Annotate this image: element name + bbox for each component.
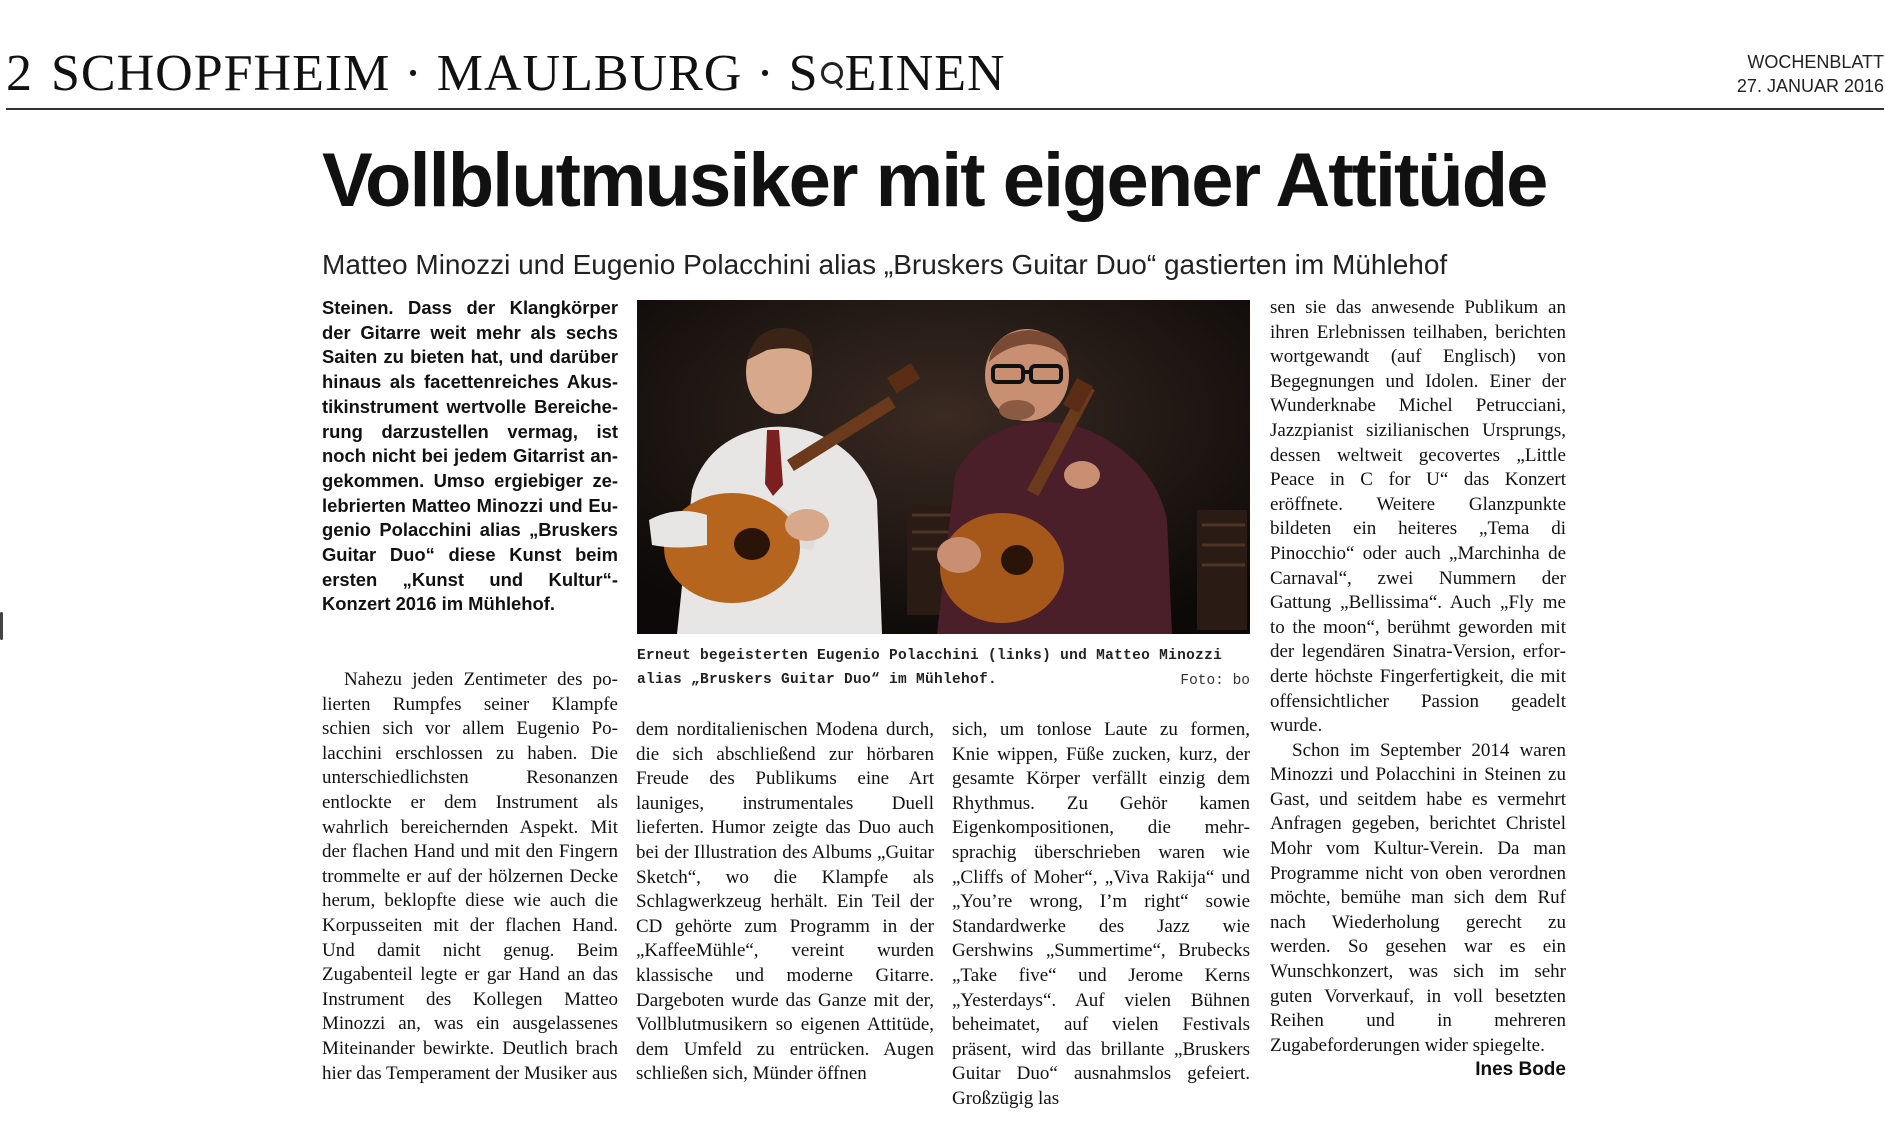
article-headline: Vollblutmusiker mit eigener Attitüde [322,138,1547,223]
section-title-part1: SCHOPFHEIM · MAULBURG · S [51,45,819,102]
page-header [6,44,1884,114]
column-4-paragraph-2-text: Schon im September 2014 waren Minozzi und Polacchini in Steinen zu Gast, und seitdem habe es vermehrt Anfragen gegeben, berichtet Christel Mohr vom Kultur-Verein. Da man Programme nicht von oben verordnen möchte, bemühe man sich dem Ruf nach Wiederholung gerecht zu werden. So gesehen war es ein Wunschkonzert, was sich im sehr guten Vorverkauf, in voll besetzten Reihen und in mehreren Zugabeforderungen wider spiegelte. [1270,739,1566,1056]
section-title-part2: EINEN [844,45,1006,102]
author-name: Ines Bode [1475,1059,1566,1081]
magnifier-cursor-icon[interactable] [819,54,845,94]
article-lead [322,296,618,617]
page-number: 2 [6,45,33,102]
paper-name: WOCHENBLATT [1747,52,1884,72]
section-title [6,44,1006,103]
column-2-text: dem norditalienischen Modena durch, die sich abschließend zur hörbaren Freude des Publikums eine Art launiges, instrumentales Duell lieferten. Humor zeigte das Duo auch bei der Illustration des Albums „Guitar Sketch“, wo die Klampfe als Schlagwerkzeug herhält. Ein Teil der CD gehörte zum Programm in der „KaffeeMühle“, vereint wurden klassische und moderne Gitarre. Dargeboten wurde das Ganze mit der, Vollblutmusikern so eigenen Attitüde, dem Umfeld zu entrücken. Augen schließen sich, Münder öffnen [636,719,934,1085]
column-3-text: sich, um tonlose Laute zu formen, Knie wippen, Füße zucken, kurz, der gesamte Körper verfällt einzig dem Rhythmus. Zu Gehör kamen Eigenkompositionen, die mehrsprachig überschrieben waren wie „Cliffs of Moher“, „Viva Rakija“ und „You’re wrong, I’m right“ sowie Standardwerke des Jazz wie Gershwins „Summertime“, Brubecks „Take five“ und Jerome Kerns „Yesterdays“. Auf vielen Bühnen beheimatet, auf vielen Festivals präsent, wird das brillante „Bruskers Guitar Duo“ ausnahmslos gefeiert. Großzügig las [952,719,1250,1109]
header-rule [6,108,1884,110]
article-column-2 [636,718,934,1087]
duo-photo-illustration [637,300,1250,634]
column-4-paragraph-1: sen sie das anwesende Publikum an ihren Erlebnissen teilhaben, berichten wortgewandt (auf Englisch) von Begegnungen und Idolen. Einer der Wunderknabe Michel Petrucciani, Jazzpianist sizilianischen Ursprungs, dessen weltweit gecovertes „Little Peace in C for U“ das Konzert eröffnete. Weitere Glanzpunkte bildeten ein heiteres „Tema di Pinocchio“ oder auch „Marchinha de Carnaval“, zwei Nummern der Gattung „Bellissima“. Auch „Fly me to the moon“, berühmt geworden mit der legendären Sinatra-Version, erforderte höchste Fingerfertigkeit, die mit offensichtlicher Passion geadelt wurde. [1270,297,1566,737]
article-photo [637,300,1250,634]
article-column-4 [1270,296,1566,1083]
photo-credit: Foto: bo [1180,673,1250,689]
article-column-3 [952,718,1250,1112]
article-column-1 [322,668,618,1086]
issue-date: 27. JANUAR 2016 [1736,76,1884,96]
column-1-text: Nahezu jeden Zentimeter des polierten Rumpfes seiner Klampfe schien sich vor allem Eugenio Polacchini erschlossen zu haben. Die unterschiedlichsten Resonanzen entlockte er dem Instrument als wahrlich bereichernden Aspekt. Mit der flachen Hand und mit den Fingern trommelte er auf der hölzernen Decke herum, beklopfte diese wie auch die Korpusseiten mit der flachen Hand. Und damit nicht genug. Beim Zugabenteil legte er gar Hand an das Instrument des Kollegen Matteo Minozzi an, was ein ausgelassenes Miteinander bewirkte. Deutlich brach hier das Temperament der Musiker aus [322,669,618,1084]
scroll-edge-marker [0,612,3,640]
paper-info [1737,50,1884,98]
column-4-paragraph-2 [1270,739,1566,1081]
article-subheadline: Matteo Minozzi und Eugenio Polacchini alias „Bruskers Guitar Duo“ gastierten im Mühlehof [322,249,1448,280]
lead-text: Steinen. Dass der Klangkörper der Gitarre weit mehr als sechs Saiten zu bieten hat, und darüber hinaus als facettenreiches Akustikinstrument wertvolle Bereicherung darzustellen vermag, ist noch nicht bei jedem Gitarrist angekommen. Umso ergiebiger zelebrierten Matteo Minozzi und Eugenio Polacchini alias „Bruskers Guitar Duo“ diese Kunst beim ersten „Kunst und Kultur“-Konzert 2016 im Mühlehof. [322,297,618,615]
photo-caption: Erneut begeisterten Eugenio Polacchini (links) und Matteo Minozzi alias „Bruskers Guitar Duo“ im Mühlehof. [637,648,1223,688]
